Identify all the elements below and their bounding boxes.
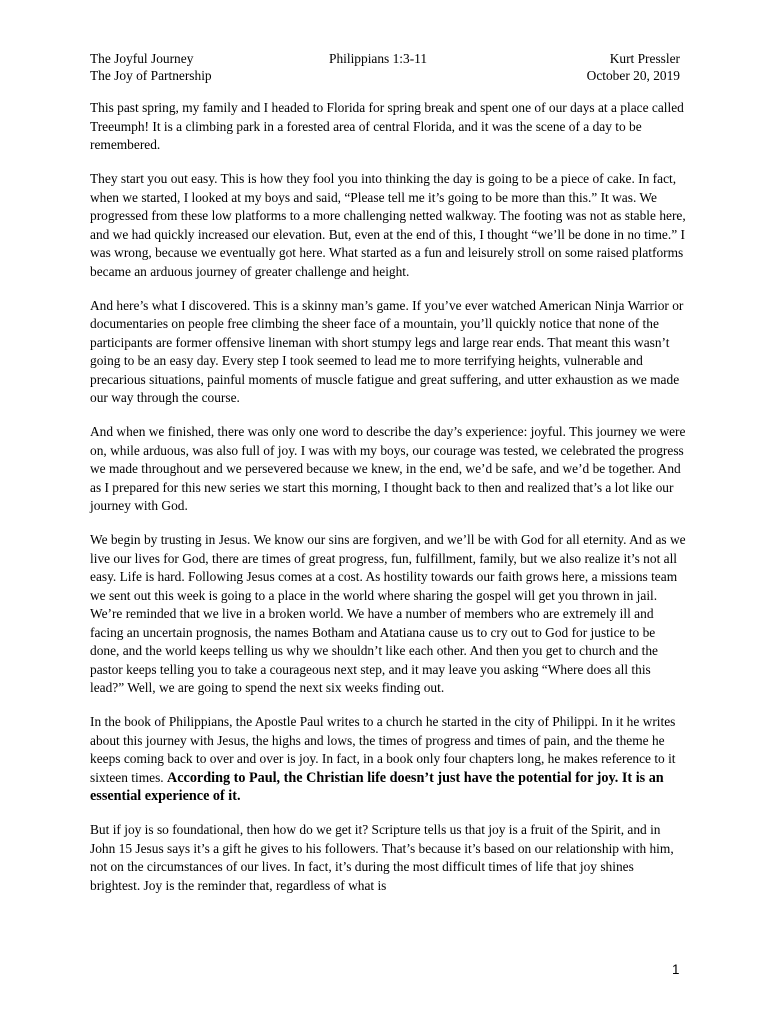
paragraph-6-text: In the book of Philippians, the Apostle Paul writes to a church he started in the city of Philippi. In it he writes about this journey with Jesus, the highs and lows, the times of progress and times of pain, and the theme he keeps coming back to over and over is joy. In fact, in a book only four chapters long, he makes reference to it sixteen times. [90,714,676,785]
sermon-date: October 20, 2019 [586,68,680,83]
paragraph-2: They start you out easy. This is how they fool you into thinking the day is going to be a piece of cake. In fact, when we started, I looked at my boys and said, “Please tell me it’s going to be more than this.” It was. We progressed from these low platforms to a more challenging netted walkway. The footing was not as stable here, and we had quickly increased our elevation. But, even at the end of this, I thought “we’ll be done in no time.” I was wrong, because we eventually got here. What started as a fun and leisurely stroll on some raised platforms became an arduous journey of greater challenge and height. [90,171,686,279]
author-name: Kurt Pressler [609,51,680,66]
emphasis-statement: According to Paul, the Christian life doesn’t just have the potential for joy. It is an essential experience of it. [90,769,664,804]
page-number: 1 [672,962,680,977]
sermon-title: The Joy of Partnership [90,68,212,83]
series-title: The Joyful Journey [90,51,194,66]
paragraph-6 [90,713,686,806]
sermon-body [90,99,686,911]
paragraph-3: And here’s what I discovered. This is a skinny man’s game. If you’ve ever watched American Ninja Warrior or documentaries on people free climbing the sheer face of a mountain, you’ll quickly notice that none of the participants are former offensive lineman with short stumpy legs and large rear ends. That meant this wasn’t going to be an easy day. Every step I took seemed to lead me to more terrifying heights, vulnerable and precarious situations, painful moments of muscle fatigue and great suffering, and utter exhaustion as we made our way through the course. [90,297,684,405]
scripture-reference: Philippians 1:3-11 [329,51,428,66]
paragraph-7: But if joy is so foundational, then how do we get it? Scripture tells us that joy is a fruit of the Spirit, and in John 15 Jesus says it’s a gift he gives to his followers. That’s because it’s based on our relationship with him, not on the circumstances of our lives. In fact, it’s during the most difficult times of life that joy shines brightest. Joy is the reminder that, regardless of what is [90,822,674,893]
paragraph-5: We begin by trusting in Jesus. We know our sins are forgiven, and we’ll be with God for all eternity. And as we live our lives for God, there are times of great progress, fun, fulfillment, family, but we also realize it’s not all easy. Life is hard. Following Jesus comes at a cost. As hostility towards our faith grows here, a missions team we sent out this week is going to a place in the world where sharing the gospel will get you thrown in jail. We’re reminded that we live in a broken world. We have a number of members who are extremely ill and facing an uncertain prognosis, the names Botham and Atatiana cause us to cry out to God for justice to be done, and the world keeps telling us why we shouldn’t like each other. And then you get to church and the pastor keeps telling you to take a courageous next step, and it may leave you asking “Where does all this lead?” Well, we are going to spend the next six weeks finding out. [90,532,686,695]
paragraph-4: And when we finished, there was only one word to describe the day’s experience: joyful. This journey we were on, while arduous, was also full of joy. I was with my boys, our courage was tested, we celebrated the progress we made throughout and we persevered because we knew, in the end, we’d be safe, and we’d be together. And as I prepared for this new series we start this morning, I thought back to then and realized that’s a lot like our journey with God. [90,424,686,513]
paragraph-1: This past spring, my family and I headed to Florida for spring break and spent one of our days at a place called Treeumph! It is a climbing park in a forested area of central Florida, and it was the scene of a day to be remembered. [90,100,684,152]
